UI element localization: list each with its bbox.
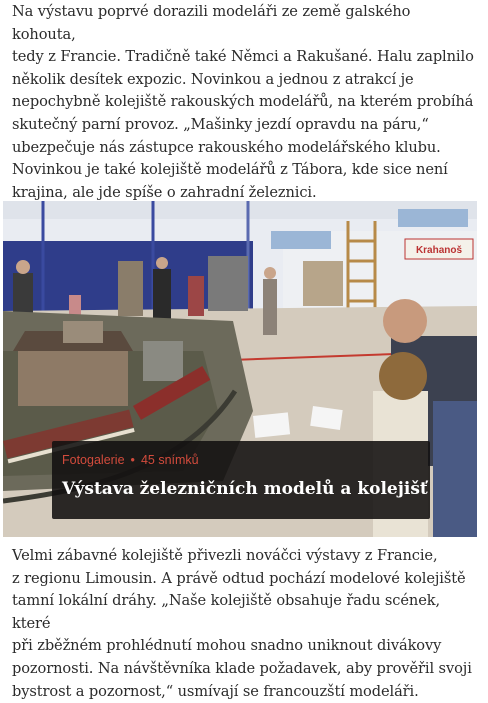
text-line: krajina, ale jde spíše o zahradní železnici. — [12, 183, 317, 201]
gallery-photo[interactable] — [3, 201, 477, 537]
text-line: z regionu Limousin. A právě odtud pochází modelové kolejiště — [12, 569, 466, 587]
hall-sign-text: Krahanoš — [415, 245, 463, 256]
text-line: pozornosti. Na návštěvníka klade požadavek, aby prověřil svoji — [12, 659, 472, 677]
text-line: skutečný parní provoz. „Mašinky jezdí opravdu na páru,“ — [12, 115, 429, 133]
text-line: nepochybně kolejiště rakouských modelářů, na kterém probíhá — [12, 93, 474, 111]
text-line: při zběžném prohlédnutí mohou snadno uniknout divákovy — [12, 637, 442, 655]
article-paragraph-1 — [12, 1, 478, 204]
separator-dot: • — [130, 453, 135, 467]
text-line: tedy z Francie. Tradičně také Němci a Rakušané. Halu zaplnilo — [12, 48, 474, 66]
gallery-meta — [62, 453, 199, 467]
gallery-category[interactable]: Fotogalerie — [62, 453, 125, 467]
gallery-photo-count: 45 snímků — [140, 453, 199, 467]
article-paragraph-2 — [12, 545, 478, 703]
text-line: Na výstavu poprvé dorazili modeláři ze země galského kohouta, — [12, 3, 411, 43]
text-line: tamní lokální dráhy. „Naše kolejiště obsahuje řadu scének, které — [12, 592, 441, 632]
text-line: bystrost a pozornost,“ usmívají se francouzští modeláři. — [12, 682, 419, 700]
gallery-title[interactable]: Výstava železničních modelů a kolejišť — [62, 479, 428, 499]
text-line: Novinkou je také kolejiště modelářů z Tábora, kde sice není — [12, 161, 448, 179]
gallery-caption[interactable] — [52, 441, 430, 519]
text-line: Velmi zábavné kolejiště přivezli nováčci výstavy z Francie, — [12, 547, 438, 564]
text-line: ubezpečuje nás zástupce rakouského modelářského klubu. — [12, 138, 441, 156]
text-line: několik desítek expozic. Novinkou a jednou z atrakcí je — [12, 70, 414, 88]
